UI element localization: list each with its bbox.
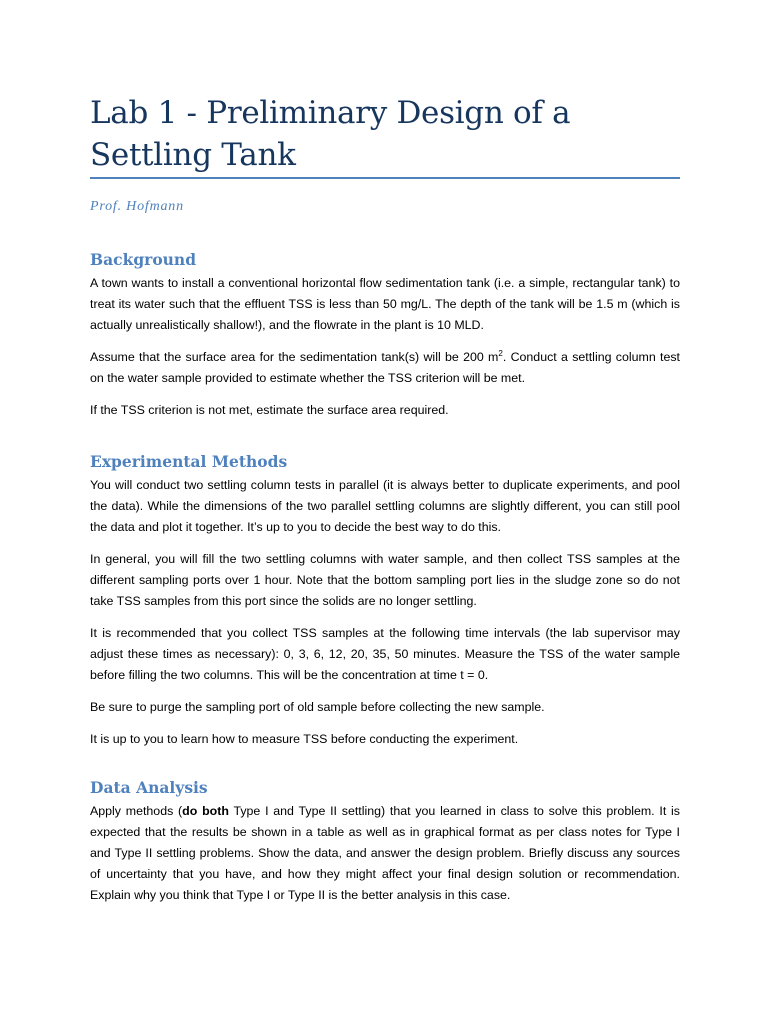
analysis-paragraph-1-rest: Type I and Type II settling) that you learned in class to solve this problem. It is expected that the results be shown in a table as well as in graphical format as per class notes for Type I and Type II settling problems. Show the data, and answer the design problem. Briefly discuss any sources of uncertainty that you have, and how they might affect your final design solution or recommendation. Explain why you think that Type I or Type II is the better analysis in this case. [90,804,680,902]
analysis-paragraph-1-start: Apply methods ( [90,804,183,818]
section-methods [90,451,680,761]
methods-paragraph-5: It is up to you to learn how to measure TSS before conducting the experiment. [90,732,519,746]
document-author: Prof. Hofmann [90,199,184,214]
title-divider [90,177,680,179]
background-paragraph-2-rest: . Conduct a settling column test on the water sample provided to estimate whether the TSS criterion will be met. [90,350,680,385]
analysis-emphasis: do both [182,804,229,818]
methods-paragraph-2: In general, you will fill the two settling columns with water sample, and then collect TSS samples at the different sampling ports over 1 hour. Note that the bottom sampling port lies in the sludge zone so do not take TSS samples from this port since the solids are no longer settling. [90,552,680,608]
background-paragraph-3: If the TSS criterion is not met, estimate the surface area required. [90,403,449,417]
background-paragraph-2 [90,347,680,389]
section-background [90,249,680,432]
superscript-2: 2 [498,348,503,358]
document-title: Lab 1 - Preliminary Design of a Settling Tank [90,95,571,173]
section-analysis [90,777,680,917]
section-heading-methods: Experimental Methods [90,452,288,471]
analysis-paragraph-1 [90,801,680,906]
methods-paragraph-3: It is recommended that you collect TSS samples at the following time intervals (the lab supervisor may adjust these times as necessary): 0, 3, 6, 12, 20, 35, 50 minutes. Measure the TSS of the water sample before filling the two columns. This will be the concentration at time t = 0. [90,626,680,682]
methods-paragraph-4: Be sure to purge the sampling port of old sample before collecting the new sample. [90,700,545,714]
section-heading-analysis: Data Analysis [90,778,208,797]
section-heading-background: Background [90,250,197,269]
methods-paragraph-1: You will conduct two settling column tests in parallel (it is always better to duplicate experiments, and pool the data). While the dimensions of the two parallel settling columns are slightly different, you can still pool the data and plot it together. It’s up to you to decide the best way to do this. [90,478,680,534]
background-paragraph-1: A town wants to install a conventional horizontal flow sedimentation tank (i.e. a simple, rectangular tank) to treat its water such that the effluent TSS is less than 50 mg/L. The depth of the tank will be 1.5 m (which is actually unrealistically shallow!), and the flowrate in the plant is 10 MLD. [90,276,680,332]
background-paragraph-2-text: Assume that the surface area for the sedimentation tank(s) will be 200 m [90,350,499,364]
